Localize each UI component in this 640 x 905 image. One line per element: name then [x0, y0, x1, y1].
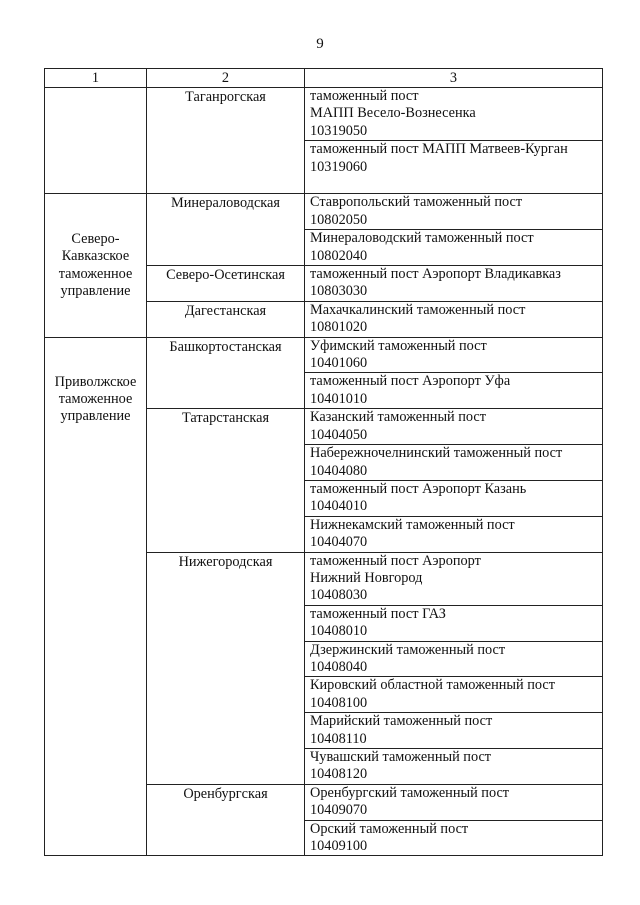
customs-post-name: Чувашский таможенный пост 10408120: [310, 749, 492, 783]
customs-post-cell: [305, 820, 603, 856]
customs-post-cell: [305, 88, 603, 141]
customs-post-cell: [305, 749, 603, 785]
customs-post-cell: [305, 337, 603, 373]
customs-post-cell: [305, 480, 603, 516]
column-header-3: 3: [305, 69, 603, 88]
customs-post-name: Уфимский таможенный пост 10401060: [310, 337, 487, 372]
customs-post-name: таможенный пост Аэропорт Владикавказ 10803030: [310, 266, 561, 300]
customs-post-name: таможенный пост Аэропорт Уфа 10401010: [310, 373, 511, 407]
office-name: Татарстанская: [147, 409, 305, 552]
customs-post-name: Казанский таможенный пост 10404050: [310, 409, 487, 443]
customs-post-name: Орский таможенный пост 10409100: [310, 820, 469, 855]
customs-post-name: Махачкалинский таможенный пост 10801020: [310, 301, 526, 336]
table-header-row: [45, 69, 603, 88]
table-body: [45, 88, 603, 856]
customs-post-cell: [305, 713, 603, 749]
customs-post-name: Оренбургский таможенный пост 10409070: [310, 784, 510, 819]
customs-post-name: Ставропольский таможенный пост 10802050: [310, 194, 523, 228]
page-number: 9: [316, 36, 324, 52]
customs-post-cell: [305, 552, 603, 605]
office-name: Башкортостанская: [147, 337, 305, 409]
customs-post-name: таможенный пост МАПП Матвеев-Курган 10319060: [310, 141, 568, 175]
office-name: Оренбургская: [147, 784, 305, 856]
customs-post-name: таможенный пост МАПП Весело-Вознесенка 10319050: [310, 88, 476, 139]
customs-post-name: Кировский областной таможенный пост 10408100: [310, 677, 556, 711]
customs-post-name: Минераловодский таможенный пост 10802040: [310, 230, 534, 264]
customs-post-cell: [305, 230, 603, 266]
department-name: Северо- Кавказское таможенное управление: [58, 230, 133, 299]
customs-post-cell: [305, 677, 603, 713]
column-header-1: 1: [45, 69, 147, 88]
customs-post-cell: [305, 605, 603, 641]
customs-post-name: Нижнекамский таможенный пост 10404070: [310, 516, 515, 551]
office-name: Таганрогская: [147, 88, 305, 194]
customs-post-cell: [305, 516, 603, 552]
customs-post-cell: [305, 301, 603, 337]
office-name: Нижегородская: [147, 552, 305, 784]
customs-post-cell: [305, 784, 603, 820]
table-row: [45, 337, 603, 373]
customs-post-name: таможенный пост Аэропорт Нижний Новгород 10408030: [310, 552, 481, 604]
office-name: Дагестанская: [147, 301, 305, 337]
office-name: Северо-Осетинская: [147, 266, 305, 302]
customs-post-cell: [305, 194, 603, 230]
department-cell: [45, 88, 147, 194]
table-row: [45, 194, 603, 230]
customs-post-cell: [305, 409, 603, 445]
customs-post-cell: [305, 445, 603, 481]
customs-post-cell: [305, 266, 603, 302]
customs-posts-table: [44, 68, 603, 856]
table-row: [45, 88, 603, 141]
customs-post-name: Марийский таможенный пост 10408110: [310, 713, 493, 747]
customs-post-cell: [305, 373, 603, 409]
department-cell: [45, 194, 147, 337]
department-name: Приволжское таможенное управление: [54, 373, 137, 425]
department-cell: [45, 337, 147, 856]
customs-post-cell: [305, 141, 603, 194]
office-name: Минераловодская: [147, 194, 305, 266]
customs-post-name: таможенный пост Аэропорт Казань 10404010: [310, 480, 527, 515]
customs-post-name: Набережночелнинский таможенный пост 10404080: [310, 445, 563, 479]
customs-post-name: таможенный пост ГАЗ 10408010: [310, 605, 446, 640]
customs-post-name: Дзержинский таможенный пост 10408040: [310, 641, 506, 675]
customs-post-cell: [305, 641, 603, 677]
column-header-2: 2: [147, 69, 305, 88]
